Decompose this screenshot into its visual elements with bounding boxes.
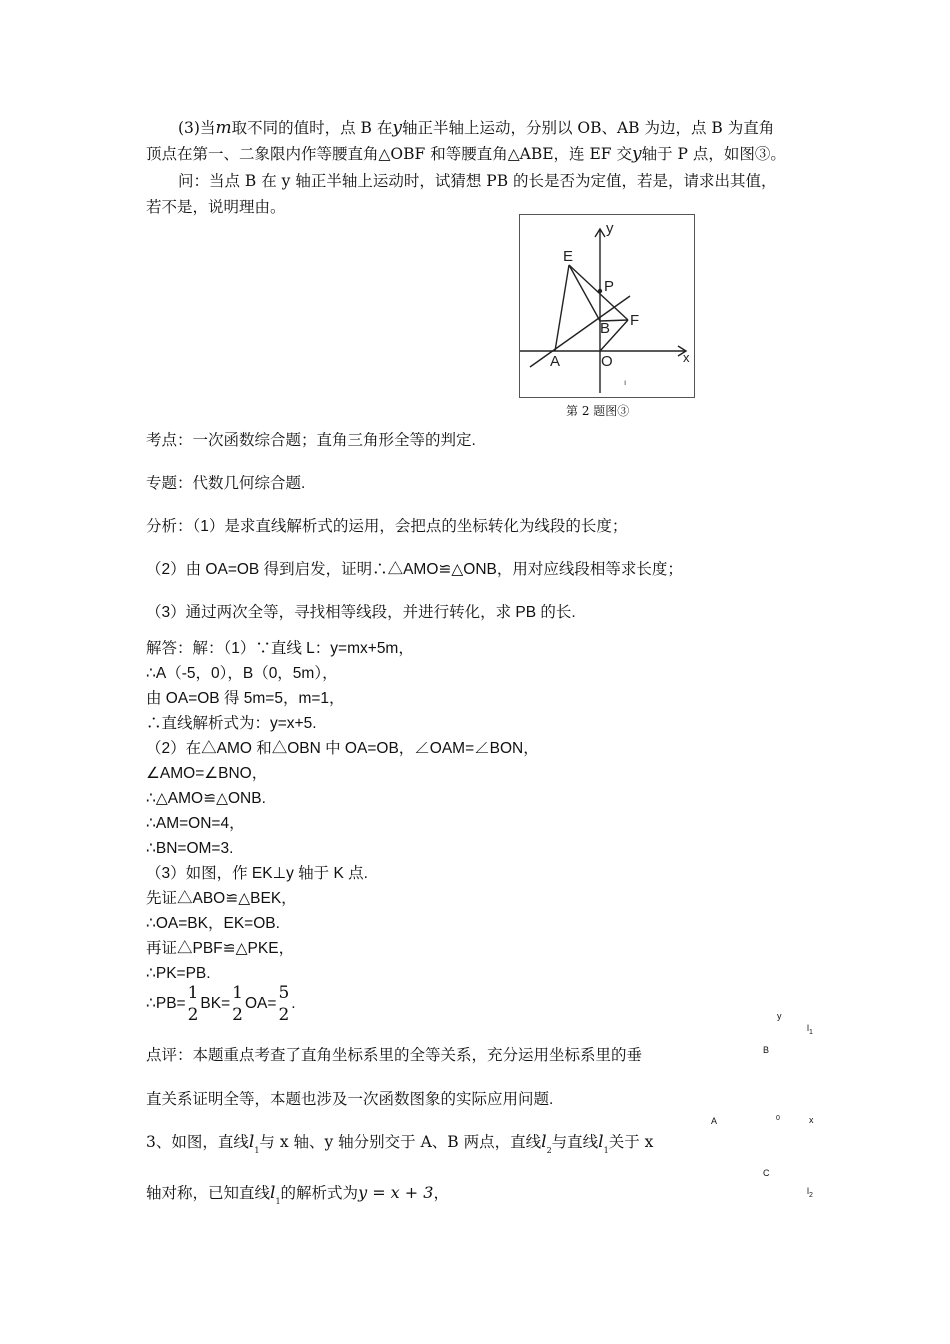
p3-text: 与直线 [551, 1133, 599, 1151]
solution-line: ∴OA=BK，EK=OB. [146, 915, 280, 932]
label-y: y [606, 220, 614, 237]
label-e: E [563, 248, 574, 265]
final-answer [146, 982, 296, 1026]
coordinate-diagram [520, 215, 694, 397]
final-suffix: . [291, 995, 296, 1013]
part3-text: 轴正半轴上运动，分别以 OB、AB 为边，点 B 为直角 [401, 119, 775, 137]
line-l [530, 296, 630, 367]
part3-text: (3)当 [178, 119, 216, 137]
solution-line: 再证△PBF≌△PKE， [146, 940, 295, 957]
question-line: 若不是，说明理由。 [146, 198, 286, 216]
label-p: P [604, 278, 615, 295]
solution-line: ∴△AMO≌△ONB. [146, 790, 266, 807]
solution-line: ∴直线解析式为：y=x+5. [146, 715, 317, 732]
var-l: l [598, 1132, 604, 1152]
p3-text: 的解析式为 [280, 1184, 359, 1202]
segment-eb [569, 265, 600, 321]
svg-text:ı: ı [624, 378, 627, 387]
fenxi-2: （2）由 OA=OB 得到启发，证明∴△AMO≌△ONB，用对应线段相等求长度； [146, 561, 683, 578]
question-paragraph [146, 168, 810, 220]
equation: y = x + 3 [358, 1183, 434, 1202]
part3-text: 轴于 P 点，如图③。 [641, 145, 786, 163]
p3-text: 3、如图，直线 [146, 1133, 249, 1151]
fenxi-3: （3）通过两次全等，寻找相等线段，并进行转化，求 PB 的长. [146, 604, 576, 621]
subscript: 1 [254, 1146, 260, 1155]
variable-y: y [392, 118, 402, 138]
solution-line: 解答：解：（1）∵直线 L：y=mx+5m， [146, 640, 414, 657]
variable-y: y [631, 144, 642, 164]
label-x: x [683, 350, 690, 365]
label-o: O [601, 353, 613, 370]
zhuanti: 专题：代数几何综合题. [146, 475, 306, 492]
segment-ae [555, 265, 569, 351]
var-l: l [541, 1132, 547, 1152]
side-label-x: x [809, 1115, 814, 1125]
p3-text: 轴对称，已知直线 [146, 1184, 271, 1202]
fraction-half: 1 2 [232, 983, 243, 1025]
solution-line: 由 OA=OB 得 5m=5，m=1， [146, 690, 345, 707]
final-prefix: ∴PB= [146, 995, 186, 1013]
fraction-half: 1 2 [187, 983, 199, 1025]
side-label-l2: $l_2$ [807, 1186, 813, 1199]
side-label-a: A [711, 1116, 718, 1126]
label-a: A [550, 353, 561, 370]
problem3-line1 [146, 1130, 653, 1155]
side-label-o: 0 [776, 1115, 780, 1122]
solution-line: ∠AMO=∠BNO， [146, 765, 268, 782]
solution-line: （3）如图，作 EK⊥y 轴于 K 点. [146, 865, 368, 882]
subscript: 1 [603, 1146, 609, 1155]
dianping-1: 点评：本题重点考查了直角坐标系里的全等关系，充分运用坐标系里的垂 [146, 1047, 643, 1064]
var-l: l [248, 1132, 255, 1152]
final-oa: OA= [244, 995, 277, 1013]
problem3-line2 [146, 1181, 449, 1206]
solution-line: ∴AM=ON=4， [146, 815, 245, 832]
p3-text: 与 x 轴、y 轴分别交于 A、B 两点，直线 [259, 1133, 542, 1151]
dianping-2: 直关系证明全等，本题也涉及一次函数图象的实际应用问题. [146, 1091, 554, 1108]
fenxi-1: 分析：（1）是求直线解析式的运用，会把点的坐标转化为线段的长度； [146, 518, 628, 535]
solution-line: ∴BN=OM=3. [146, 840, 234, 857]
solution-block [146, 636, 539, 986]
variable-m: m [215, 118, 232, 138]
kaodian: 考点：一次函数综合题；直角三角形全等的判定. [146, 432, 476, 449]
final-bk: BK= [200, 995, 231, 1013]
side-label-b: B [763, 1045, 770, 1055]
var-l: l [270, 1183, 276, 1203]
question-line: 问：当点 B 在 y 轴正半轴上运动时，试猜想 PB 的长是否为定值，若是，请求出其值， [178, 172, 777, 190]
solution-line: 先证△ABO≌△BEK， [146, 890, 297, 907]
label-f: F [630, 312, 640, 329]
subscript: 1 [275, 1197, 281, 1206]
solution-line: ∴PK=PB. [146, 965, 211, 982]
point-p [598, 289, 602, 293]
label-b: B [600, 320, 611, 337]
part3-paragraph [146, 115, 810, 167]
part3-text: 取不同的值时，点 B 在 [231, 119, 393, 137]
fraction-five-halves: 5 2 [278, 983, 290, 1025]
solution-line: ∴A（-5，0），B（0，5m）， [146, 665, 338, 682]
figure-caption: 第 2 题图③ [566, 404, 630, 418]
side-label-c: C [763, 1168, 770, 1178]
p3-text: 关于 x [608, 1133, 654, 1151]
side-label-l1: $l_1$ [807, 1023, 813, 1036]
subscript: 2 [546, 1146, 552, 1155]
figure-3 [519, 214, 695, 398]
part3-text: 顶点在第一、二象限内作等腰直角△OBF 和等腰直角△ABE，连 EF 交 [146, 145, 632, 163]
side-label-y: y [777, 1011, 782, 1021]
p3-text: ， [433, 1184, 449, 1202]
solution-line: （2）在△AMO 和△OBN 中 OA=OB，∠OAM=∠BON， [146, 740, 539, 757]
